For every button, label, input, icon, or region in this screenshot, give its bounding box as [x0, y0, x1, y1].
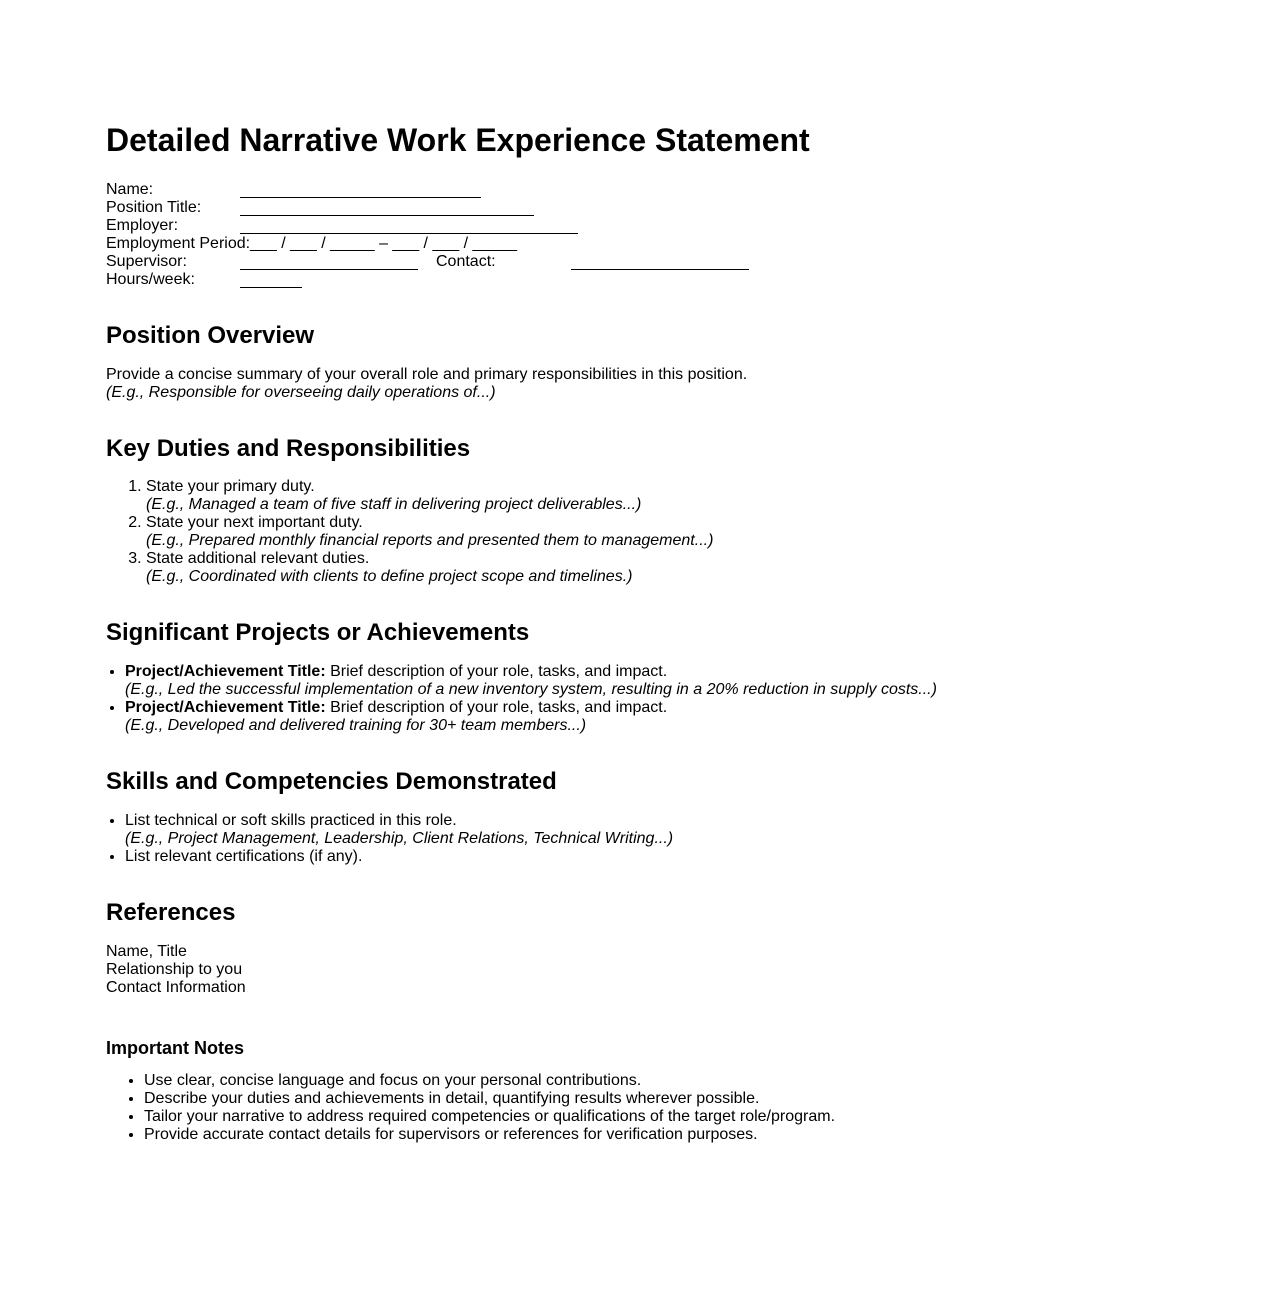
project-title: Project/Achievement Title: [125, 699, 326, 716]
contact-label: Contact: [436, 253, 496, 270]
reference-name-title: Name, Title [106, 943, 187, 960]
position-title-blank-line[interactable] [240, 215, 534, 216]
contact-blank-line[interactable] [571, 269, 749, 270]
list-item: • List technical or soft skills practiced in this role. (E.g., Project Management, Leadership, Client Relations, Technical Writing...) [125, 812, 673, 848]
references-body [106, 943, 246, 997]
position-title-label: Position Title: [106, 199, 202, 216]
hours-week-blank-line[interactable] [240, 287, 302, 288]
list-item: 2. State your next important duty. (E.g., Prepared monthly financial reports and presented them to management...) [146, 514, 713, 550]
reference-relationship: Relationship to you [106, 961, 243, 978]
list-item: • List relevant certifications (if any). [125, 848, 673, 866]
list-item: • Project/Achievement Title: Brief description of your role, tasks, and impact. (E.g., Led the successful implementation of a new inventory system, resulting in a 20% reduction in supply costs...) [125, 663, 937, 699]
name-label: Name: [106, 181, 154, 198]
position-overview-example: (E.g., Responsible for overseeing daily operations of...) [106, 384, 496, 401]
skills-heading: Skills and Competencies Demonstrated [106, 768, 557, 795]
list-item: • Use clear, concise language and focus on your personal contributions. [144, 1072, 835, 1090]
position-overview-heading: Position Overview [106, 322, 315, 349]
project-example: (E.g., Led the successful implementation of a new inventory system, resulting in a 20% reduction in supply costs...) [125, 681, 937, 698]
duty-example: (E.g., Managed a team of five staff in delivering project deliverables...) [146, 496, 642, 513]
important-notes-body [106, 1072, 835, 1144]
list-item: • Provide accurate contact details for supervisors or references for verification purposes. [144, 1126, 835, 1144]
skills-body [106, 812, 673, 866]
project-title: Project/Achievement Title: [125, 663, 326, 680]
projects-heading: Significant Projects or Achievements [106, 619, 530, 646]
important-notes-heading: Important Notes [106, 1038, 245, 1058]
projects-body [106, 663, 937, 735]
projects-list [106, 663, 937, 735]
position-overview-text: Provide a concise summary of your overall role and primary responsibilities in this position. [106, 366, 748, 383]
duties-list [106, 478, 713, 586]
employer-label: Employer: [106, 217, 179, 234]
notes-list [106, 1072, 835, 1144]
skills-list [106, 812, 673, 866]
name-blank-line[interactable] [240, 197, 481, 198]
list-item: • Project/Achievement Title: Brief description of your role, tasks, and impact. (E.g., Developed and delivered training for 30+ team members...) [125, 699, 937, 735]
document-title: Detailed Narrative Work Experience Statement [106, 122, 810, 158]
list-item: 3. State additional relevant duties. (E.g., Coordinated with clients to define project scope and timelines.) [146, 550, 713, 586]
duty-example: (E.g., Coordinated with clients to define project scope and timelines.) [146, 568, 633, 585]
employer-blank-line[interactable] [240, 233, 578, 234]
hours-week-label: Hours/week: [106, 271, 195, 288]
duty-example: (E.g., Prepared monthly financial reports and presented them to management...) [146, 532, 714, 549]
reference-contact: Contact Information [106, 979, 246, 996]
employment-period-blanks[interactable]: ___ / ___ / _____ – ___ / ___ / _____ [250, 235, 517, 252]
list-item: • Tailor your narrative to address required competencies or qualifications of the target role/program. [144, 1108, 835, 1126]
list-item: • Describe your duties and achievements in detail, quantifying results wherever possible. [144, 1090, 835, 1108]
position-overview-body [106, 366, 747, 402]
supervisor-blank-line[interactable] [240, 269, 418, 270]
references-heading: References [106, 899, 236, 926]
supervisor-label: Supervisor: [106, 253, 187, 270]
employment-period-label: Employment Period:___ / ___ / _____ – ___ / ___ / _____ [106, 235, 517, 252]
key-duties-heading: Key Duties and Responsibilities [106, 435, 471, 462]
key-duties-body [106, 478, 713, 586]
list-item: 1. State your primary duty. (E.g., Managed a team of five staff in delivering project deliverables...) [146, 478, 713, 514]
project-example: (E.g., Developed and delivered training for 30+ team members...) [125, 717, 587, 734]
skills-example: (E.g., Project Management, Leadership, Client Relations, Technical Writing...) [125, 830, 674, 847]
